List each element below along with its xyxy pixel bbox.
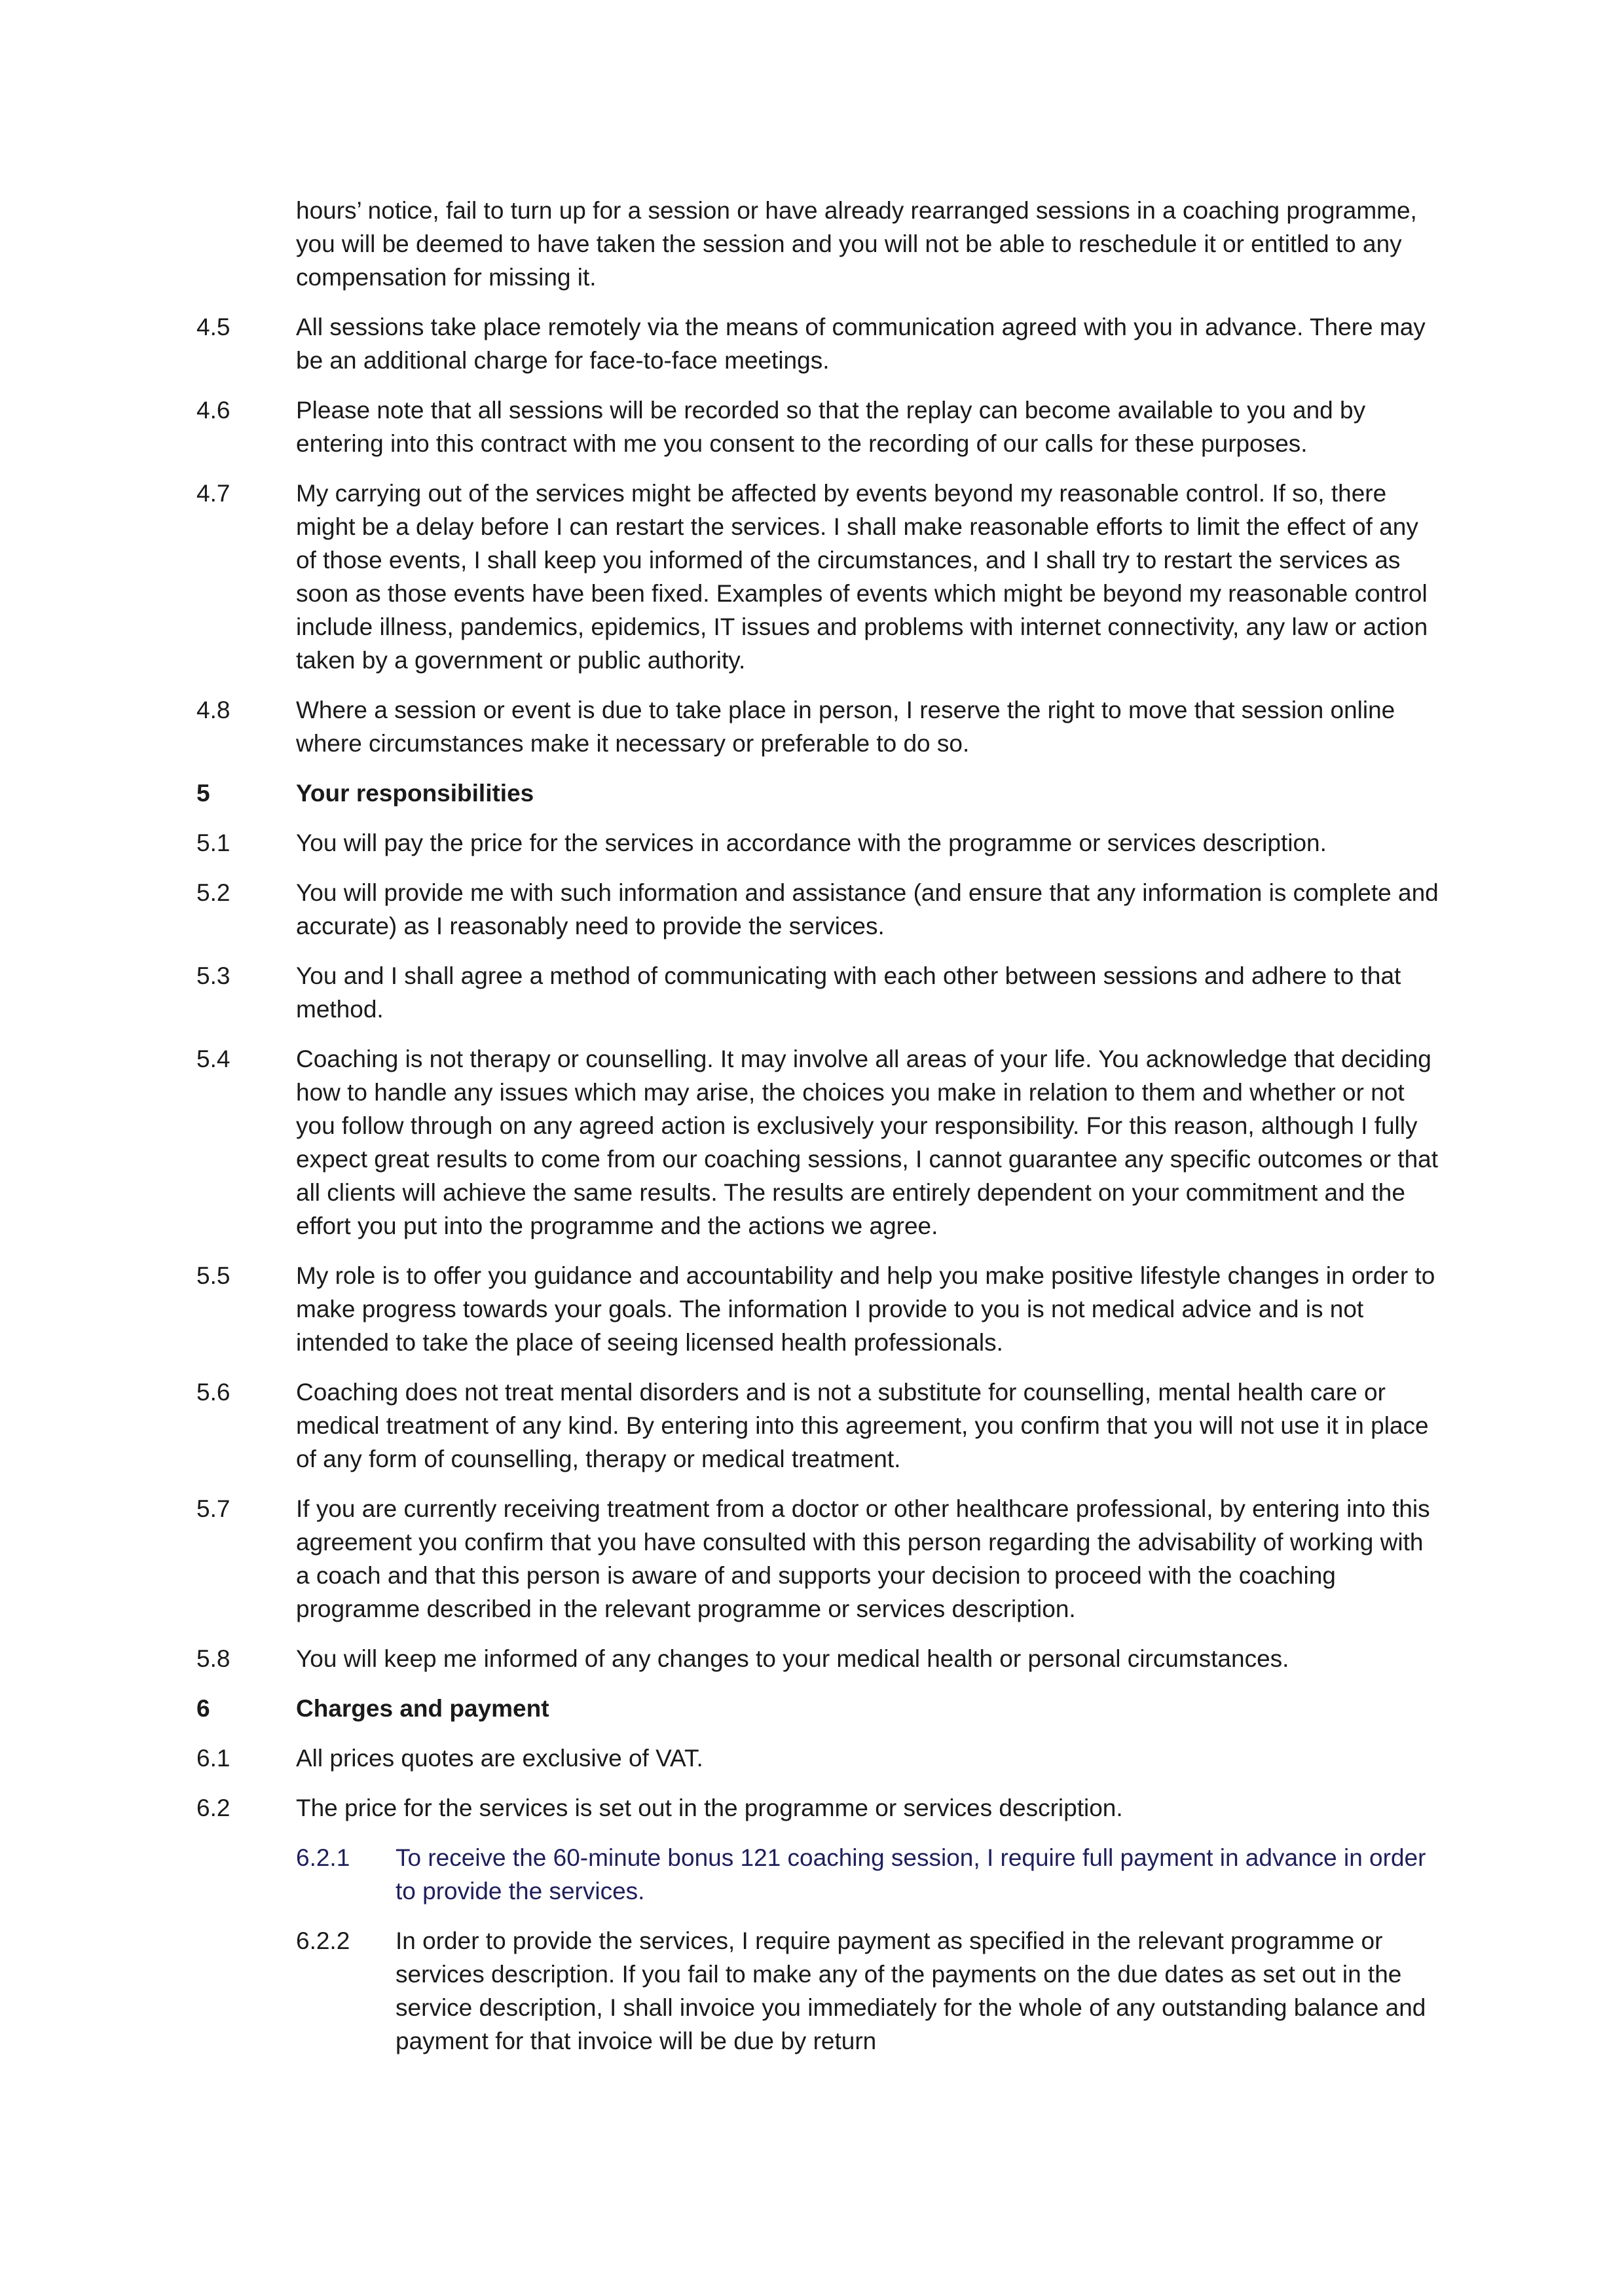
clause-number: 5.8 [196,1645,231,1672]
clause-number: 5.1 [196,829,231,856]
clause-text: You will pay the price for the services in accordance with the programme or services description. [296,829,1327,856]
clause-text: My carrying out of the services might be affected by events beyond my reasonable control. If so, there might be a delay before I can restart the services. I shall make reasonable efforts to limit the effect of any of those events, I shall keep you informed of the circumstances, and I shall try to restart the services as soon as those events have been fixed. Examples of events which might be beyond my reasonable control include illness, pandemics, epidemics, IT issues and problems with internet connectivity, any law or action taken by a government or public authority. [296,480,1428,674]
clause-text: Coaching is not therapy or counselling. It may involve all areas of your life. You acknowledge that deciding how to handle any issues which may arise, the choices you make in relation to them and whether or not you follow through on any agreed action is exclusively your responsibility. For this reason, although I fully expect great results to come from our coaching sessions, I cannot guarantee any specific outcomes or that all clients will achieve the same results. The results are entirely dependent on your commitment and the effort you put into the programme and the actions we agree. [296,1046,1439,1239]
clause-number: 4.7 [196,480,231,507]
clause-4-6 [196,393,1441,460]
clause-6-2 [196,1791,1441,1825]
clause-text: Coaching does not treat mental disorders and is not a substitute for counselling, mental health care or medical treatment of any kind. By entering into this agreement, you confirm that you will not use it in place of any form of counselling, therapy or medical treatment. [296,1379,1429,1472]
section-number: 5 [196,780,210,807]
clause-text: All prices quotes are exclusive of VAT. [296,1745,703,1772]
clause-text: Please note that all sessions will be recorded so that the replay can become available to you and by entering into this contract with me you consent to the recording of our calls for these purposes. [296,397,1366,457]
clause-5-6 [196,1376,1441,1476]
clause-number: 5.4 [196,1046,231,1072]
clause-5-3 [196,959,1441,1026]
section-heading-5 [196,776,1441,810]
clause-number: 5.7 [196,1495,231,1522]
section-number: 6 [196,1695,210,1722]
subclause-text: In order to provide the services, I require payment as specified in the relevant programme or services description. If you fail to make any of the payments on the due dates as set out in the service description, I shall invoice you immediately for the whole of any outstanding balance and payment for that invoice will be due by return [396,1927,1426,2054]
clause-text: All sessions take place remotely via the means of communication agreed with you in advance. There may be an additional charge for face-to-face meetings. [296,314,1426,374]
paragraph-text: hours’ notice, fail to turn up for a session or have already rearranged sessions in a coaching programme, you will be deemed to have taken the session and you will not be able to reschedule it or entitled to any compensation for missing it. [296,197,1417,291]
subclause-number: 6.2.1 [296,1844,350,1871]
clause-number: 5.6 [196,1379,231,1406]
clause-text: You and I shall agree a method of communicating with each other between sessions and adhere to that method. [296,962,1401,1023]
clause-text: If you are currently receiving treatment from a doctor or other healthcare professional, by entering into this agreement you confirm that you have consulted with this person regarding the advisability of working with a coach and that this person is aware of and supports your decision to proceed with the coaching programme described in the relevant programme or services description. [296,1495,1430,1622]
continuation-paragraph [196,194,1441,294]
section-title: Your responsibilities [296,780,534,807]
clause-6-1 [196,1741,1441,1775]
clause-number: 5.5 [196,1262,231,1289]
clause-4-8 [196,693,1441,760]
clause-text: Where a session or event is due to take place in person, I reserve the right to move that session online where circumstances make it necessary or preferable to do so. [296,697,1395,757]
clause-number: 5.2 [196,879,231,906]
clause-text: You will provide me with such information and assistance (and ensure that any information is complete and accurate) as I reasonably need to provide the services. [296,879,1439,939]
subclause-text: To receive the 60-minute bonus 121 coaching session, I require full payment in advance in order to provide the services. [396,1844,1426,1904]
clause-text: You will keep me informed of any changes to your medical health or personal circumstances. [296,1645,1289,1672]
document-body [196,194,1441,2074]
clause-number: 4.5 [196,314,231,340]
clause-4-7 [196,477,1441,677]
clause-text: The price for the services is set out in the programme or services description. [296,1795,1123,1821]
clause-number: 4.8 [196,697,231,723]
subclause-number: 6.2.2 [296,1927,350,1954]
clause-text: My role is to offer you guidance and accountability and help you make positive lifestyle changes in order to make progress towards your goals. The information I provide to you is not medical advice and is not intended to take the place of seeing licensed health professionals. [296,1262,1435,1356]
clause-number: 5.3 [196,962,231,989]
subclause-6-2-2 [196,1924,1441,2058]
clause-5-7 [196,1492,1441,1626]
clause-5-5 [196,1259,1441,1359]
clause-number: 6.1 [196,1745,231,1772]
subclause-6-2-1 [196,1841,1441,1908]
clause-4-5 [196,310,1441,377]
clause-5-8 [196,1642,1441,1675]
clause-5-1 [196,826,1441,860]
clause-number: 4.6 [196,397,231,424]
section-title: Charges and payment [296,1695,549,1722]
clause-number: 6.2 [196,1795,231,1821]
section-heading-6 [196,1692,1441,1725]
clause-5-4 [196,1042,1441,1243]
clause-5-2 [196,876,1441,943]
